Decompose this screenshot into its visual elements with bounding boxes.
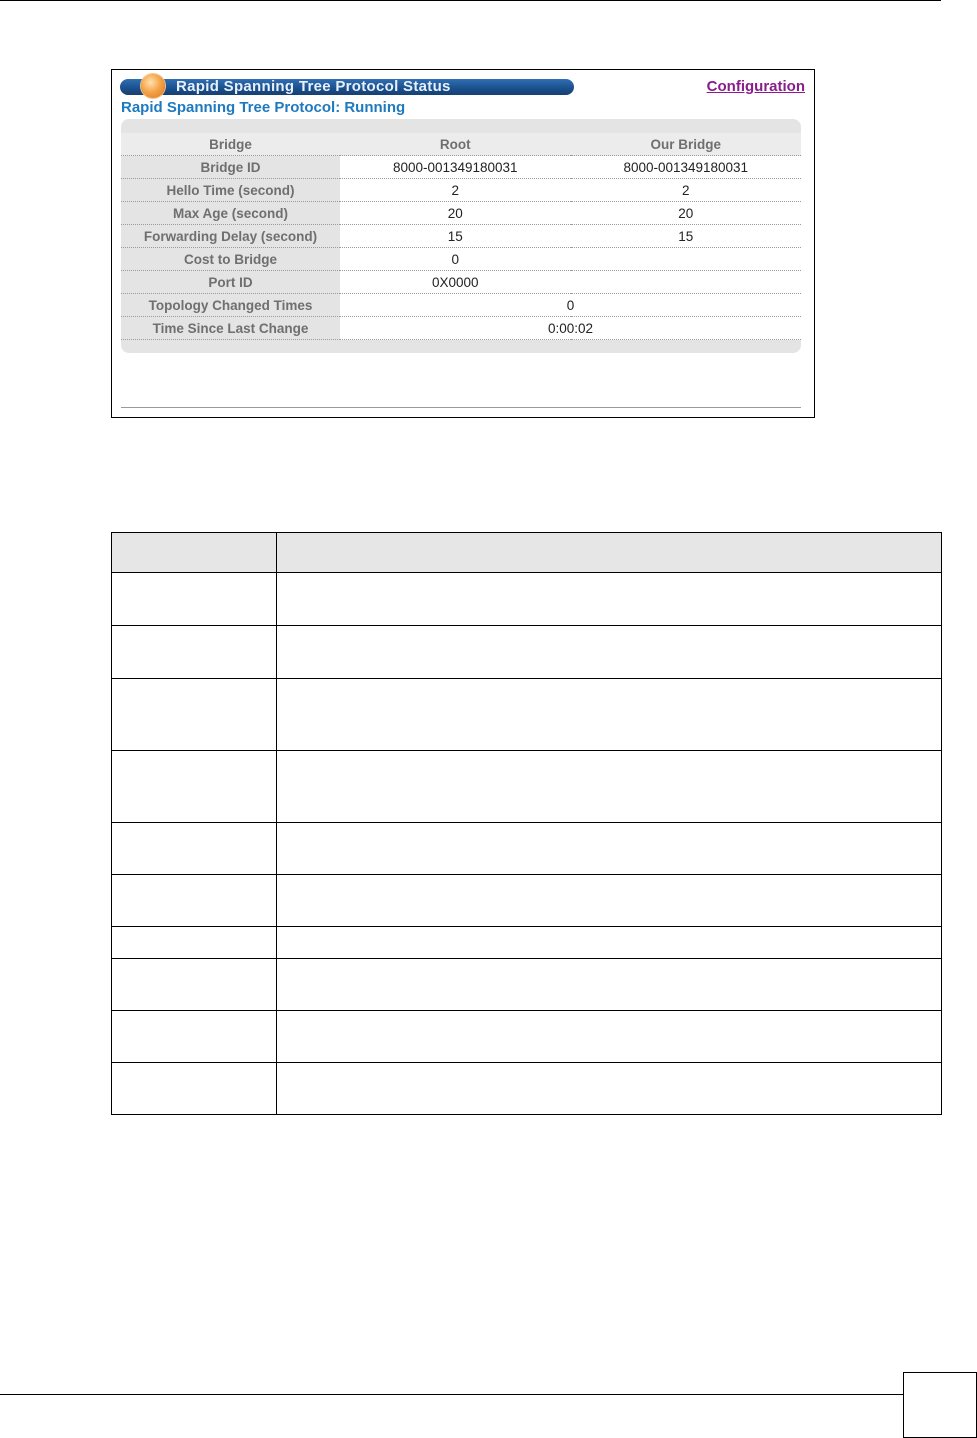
our-value: 8000-001349180031: [571, 156, 802, 179]
table-row: [112, 875, 942, 927]
table-row: [121, 202, 801, 225]
root-value: 0: [340, 248, 571, 271]
title-bar: [120, 79, 574, 95]
row-label: Topology Changed Times: [121, 294, 340, 317]
col-header-root: Root: [340, 133, 571, 156]
table-row: [112, 823, 942, 875]
header-cell: [112, 533, 277, 573]
our-value: [571, 271, 802, 294]
table-row: [121, 179, 801, 202]
protocol-status: Rapid Spanning Tree Protocol: Running: [121, 99, 406, 116]
row-label: Cost to Bridge: [121, 248, 340, 271]
table-row: [121, 271, 801, 294]
table-header-row: [121, 133, 801, 156]
orb-icon: [141, 74, 165, 98]
table-header-row: [112, 533, 942, 573]
header-rule: [0, 0, 941, 1]
our-value: 15: [571, 225, 802, 248]
header-cell: [277, 533, 942, 573]
root-value: 15: [340, 225, 571, 248]
row-label: Port ID: [121, 271, 340, 294]
our-value: 2: [571, 179, 802, 202]
page-number-box: [903, 1372, 977, 1438]
panel-title: Rapid Spanning Tree Protocol Status: [176, 78, 451, 95]
root-value: 0X0000: [340, 271, 571, 294]
table-row: [112, 959, 942, 1011]
table-row: [112, 927, 942, 959]
our-value: [571, 248, 802, 271]
field-description-table: [111, 532, 942, 1115]
configuration-link[interactable]: Configuration: [706, 78, 805, 95]
table-row: [112, 573, 942, 626]
root-value: 2: [340, 179, 571, 202]
status-table: [121, 133, 801, 340]
table-row: [121, 225, 801, 248]
table-row: [112, 626, 942, 679]
table-row: [112, 1063, 942, 1115]
row-label: Bridge ID: [121, 156, 340, 179]
table-row: [121, 248, 801, 271]
table-row: [121, 156, 801, 179]
our-value: 20: [571, 202, 802, 225]
table-row: [112, 679, 942, 751]
table-row: [112, 1011, 942, 1063]
table-row: [121, 317, 801, 340]
rstp-status-panel: [111, 69, 815, 418]
row-label: Max Age (second): [121, 202, 340, 225]
row-label: Time Since Last Change: [121, 317, 340, 340]
col-header-bridge: Bridge: [121, 133, 340, 156]
span-value: 0:00:02: [340, 317, 801, 340]
row-label: Forwarding Delay (second): [121, 225, 340, 248]
root-value: 20: [340, 202, 571, 225]
table-row: [112, 751, 942, 823]
footer-rule: [0, 1394, 903, 1395]
span-value: 0: [340, 294, 801, 317]
root-value: 8000-001349180031: [340, 156, 571, 179]
status-table-container: [121, 119, 801, 353]
panel-divider: [121, 407, 801, 408]
col-header-our-bridge: Our Bridge: [571, 133, 802, 156]
row-label: Hello Time (second): [121, 179, 340, 202]
table-row: [121, 294, 801, 317]
